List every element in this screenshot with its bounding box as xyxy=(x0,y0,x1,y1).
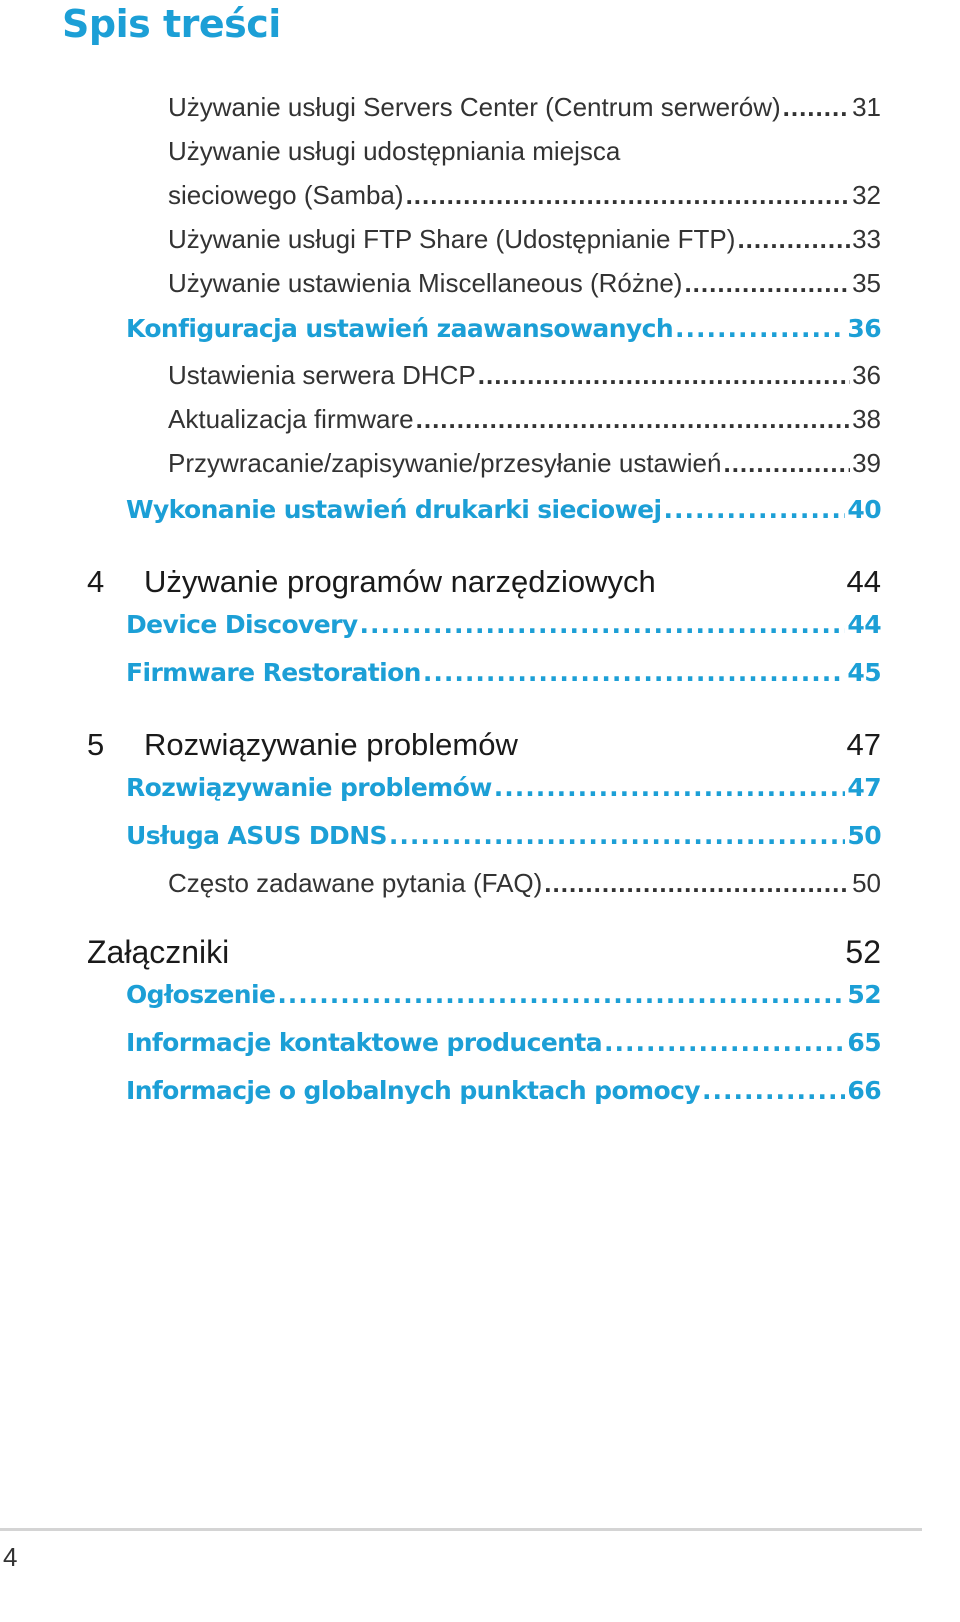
toc-appendices[interactable] xyxy=(87,934,881,971)
toc-section-page: 66 xyxy=(847,1076,881,1105)
toc-entry-label: Aktualizacja firmware xyxy=(168,404,414,434)
toc-section-page: 47 xyxy=(847,773,881,802)
toc-section-manufacturer-contact[interactable] xyxy=(126,1028,881,1057)
toc-section-notices[interactable] xyxy=(126,980,881,1009)
dot-leader xyxy=(416,404,850,435)
toc-entry-page: 38 xyxy=(852,404,881,434)
toc-entry-label: Przywracanie/zapisywanie/przesyłanie ustawień xyxy=(168,448,722,478)
dot-leader xyxy=(494,773,846,802)
toc-section-page: 40 xyxy=(847,495,881,524)
toc-section-label: Konfiguracja ustawień zaawansowanych xyxy=(126,314,674,343)
toc-section-label: Wykonanie ustawień drukarki sieciowej xyxy=(126,495,662,524)
toc-section-page: 44 xyxy=(847,610,881,639)
dot-leader xyxy=(423,658,846,687)
page-number: 4 xyxy=(3,1542,18,1572)
dot-leader xyxy=(604,1028,845,1057)
toc-section-label: Rozwiązywanie problemów xyxy=(126,773,492,802)
dot-leader xyxy=(277,980,845,1009)
toc-section-asus-ddns[interactable] xyxy=(126,821,881,850)
dot-leader xyxy=(783,92,850,123)
toc-entry-page: 35 xyxy=(852,268,881,298)
footer-rule xyxy=(0,1528,922,1531)
toc-section-global-support[interactable] xyxy=(126,1076,881,1105)
chapter-title: Rozwiązywanie problemów xyxy=(144,727,518,762)
toc-section-label: Device Discovery xyxy=(126,610,358,639)
toc-entry-label: Używanie ustawienia Miscellaneous (Różne) xyxy=(168,268,683,298)
chapter-number: 5 xyxy=(87,727,105,762)
toc-section-page: 65 xyxy=(847,1028,881,1057)
dot-leader xyxy=(684,268,850,299)
toc-entry-firmware-update[interactable] xyxy=(168,404,881,435)
dot-leader xyxy=(663,495,845,524)
toc-section-troubleshooting[interactable] xyxy=(126,773,881,802)
toc-section-label: Usługa ASUS DDNS xyxy=(126,821,387,850)
toc-entry-samba[interactable] xyxy=(168,180,881,211)
toc-entry-label: Ustawienia serwera DHCP xyxy=(168,360,476,390)
toc-entry-page: 50 xyxy=(852,868,881,898)
toc-entry-label: Często zadawane pytania (FAQ) xyxy=(168,868,543,898)
chapter-title: Używanie programów narzędziowych xyxy=(144,564,656,599)
toc-section-label: Informacje o globalnych punktach pomocy xyxy=(126,1076,700,1105)
toc-entry-label: sieciowego (Samba) xyxy=(168,180,404,210)
toc-entry-page: 32 xyxy=(852,180,881,210)
dot-leader xyxy=(406,180,851,211)
toc-entry-dhcp[interactable] xyxy=(168,360,881,391)
dot-leader xyxy=(544,868,850,899)
dot-leader xyxy=(702,1076,845,1105)
dot-leader xyxy=(360,610,846,639)
toc-entry-label: Używanie usługi udostępniania miejsca xyxy=(168,136,621,166)
toc-section-label: Firmware Restoration xyxy=(126,658,421,687)
toc-chapter-4[interactable] xyxy=(87,564,881,600)
toc-section-page: 52 xyxy=(847,980,881,1009)
toc-section-label: Ogłoszenie xyxy=(126,980,276,1009)
chapter-number: 4 xyxy=(87,564,105,599)
dot-leader xyxy=(723,448,850,479)
toc-entry-label: Używanie usługi Servers Center (Centrum serwerów) xyxy=(168,92,781,122)
toc-section-device-discovery[interactable] xyxy=(126,610,881,639)
toc-entry-label: Używanie usługi FTP Share (Udostępnianie FTP) xyxy=(168,224,736,254)
toc-section-label: Informacje kontaktowe producenta xyxy=(126,1028,602,1057)
chapter-page: 47 xyxy=(846,727,881,762)
dot-leader xyxy=(389,821,845,850)
toc-section-page: 36 xyxy=(847,314,881,343)
toc-entry-page: 39 xyxy=(852,448,881,478)
toc-chapter-5[interactable] xyxy=(87,727,881,763)
toc-entry-restore-save-upload[interactable] xyxy=(168,448,881,479)
chapter-page: 44 xyxy=(846,564,881,599)
toc-entry-faq[interactable] xyxy=(168,868,881,899)
appendices-page: 52 xyxy=(845,934,881,970)
toc-section-firmware-restoration[interactable] xyxy=(126,658,881,687)
toc-entry-samba-line1[interactable] xyxy=(168,136,881,167)
dot-leader xyxy=(675,314,845,343)
toc-entry-page: 36 xyxy=(852,360,881,390)
toc-section-network-printer[interactable] xyxy=(126,495,881,524)
toc-entry-miscellaneous[interactable] xyxy=(168,268,881,299)
toc-entry-servers-center[interactable] xyxy=(168,92,881,123)
toc-section-page: 50 xyxy=(847,821,881,850)
dot-leader xyxy=(478,360,850,391)
dot-leader xyxy=(737,224,850,255)
page-title: Spis treści xyxy=(62,2,281,46)
appendices-title: Załączniki xyxy=(87,934,230,970)
toc-entry-ftp-share[interactable] xyxy=(168,224,881,255)
toc-entry-page: 31 xyxy=(852,92,881,122)
toc-section-page: 45 xyxy=(847,658,881,687)
toc-section-advanced-settings[interactable] xyxy=(126,314,881,343)
toc-entry-page: 33 xyxy=(852,224,881,254)
